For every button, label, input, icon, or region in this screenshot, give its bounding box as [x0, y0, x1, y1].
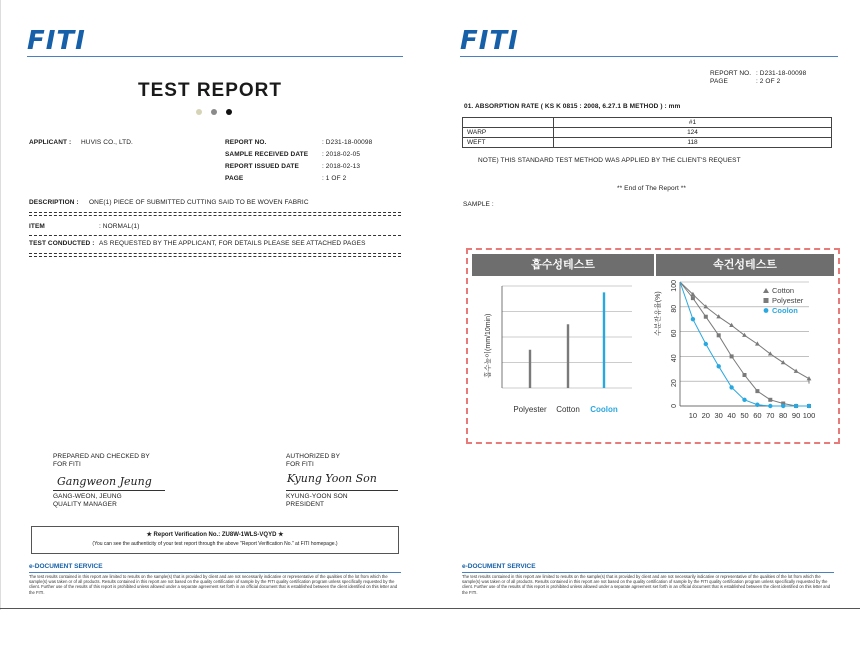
divider — [29, 235, 401, 236]
divider — [29, 212, 401, 213]
table-row — [463, 118, 832, 128]
coolon-point — [691, 317, 695, 321]
table-row-value: 118 — [554, 138, 832, 148]
report-issued-value: : 2018-02-13 — [322, 163, 361, 170]
polyester-point — [717, 333, 721, 337]
absorption-table — [462, 117, 832, 148]
legend-marker-coolon — [764, 308, 769, 313]
cotton-point — [755, 341, 760, 345]
prepared-heading: PREPARED AND CHECKED BY — [53, 453, 150, 460]
sample-received-label: SAMPLE RECEIVED DATE — [225, 151, 309, 158]
report-no-label: REPORT NO. — [710, 70, 752, 77]
page-value: : 2 OF 2 — [756, 78, 781, 85]
end-of-report: ** End of The Report ** — [617, 185, 687, 192]
page-title: TEST REPORT — [138, 80, 283, 101]
report-no-value: : D231-18-00098 — [322, 139, 373, 146]
edocument-service-title: e-DOCUMENT SERVICE — [462, 563, 536, 570]
footer-rule — [462, 572, 834, 573]
line-x-tick-label: 20 — [701, 411, 710, 420]
line-y-tick-label: 20 — [671, 379, 678, 387]
progress-dot — [211, 109, 217, 115]
line-y-tick-label: 0 — [671, 404, 678, 408]
quick-dry-chart-title: 속건성테스트 — [654, 254, 834, 276]
charts-svg — [470, 278, 836, 440]
absorbency-chart-title: 흡수성테스트 — [472, 254, 654, 276]
fiti-logo: FITI — [460, 26, 519, 56]
legend-label: Coolon — [772, 306, 798, 315]
divider — [29, 253, 401, 254]
legend-label: Polyester — [772, 296, 804, 305]
authorized-signature: Kyung Yoon Son — [287, 472, 377, 485]
verification-number: ★ Report Verification No.: ZU8W-1WLS-VQYD ★ — [146, 532, 284, 538]
prepared-name: GANG-WEON, JEUNG — [53, 493, 122, 500]
line-x-tick-label: 60 — [753, 411, 762, 420]
frame-bottom-line — [0, 608, 860, 609]
table-row-label: WARP — [463, 128, 554, 138]
table-row — [463, 138, 832, 148]
line-y-tick-label: 60 — [671, 329, 678, 338]
divider — [29, 215, 401, 216]
line-x-tick-label: 10 — [688, 411, 698, 420]
legend-marker-cotton — [763, 288, 769, 293]
polyester-point — [768, 398, 772, 402]
coolon-point — [781, 404, 785, 408]
applicant-label: APPLICANT : — [29, 139, 72, 146]
line-x-tick-label: 50 — [740, 411, 749, 420]
coolon-point — [755, 403, 759, 407]
header-rule — [460, 56, 838, 57]
applicant-value: HUVIS CO., LTD. — [81, 139, 133, 146]
coolon-point — [807, 404, 811, 408]
cotton-point — [781, 360, 786, 364]
line-x-tick-label: 40 — [727, 411, 736, 420]
coolon-point — [729, 385, 733, 389]
signature-line — [286, 490, 398, 491]
sample-chart-panel — [466, 248, 840, 444]
signature-line — [53, 490, 165, 491]
test-conducted-value: AS REQUESTED BY THE APPLICANT, FOR DETAILS PLEASE SEE ATTACHED PAGES — [99, 240, 366, 247]
description-label: DESCRIPTION : — [29, 199, 79, 206]
polyester-point — [743, 373, 747, 377]
section-heading: 01. ABSORPTION RATE ( KS K 0815 : 2008, 6.27.1 B METHOD ) : mm — [464, 103, 681, 110]
fiti-logo: FITI — [27, 26, 86, 56]
report-page-1 — [0, 0, 429, 610]
line-x-tick-label: 70 — [766, 411, 775, 420]
bar-category-label: Polyester — [513, 405, 547, 414]
line-x-tick-label: 90 — [791, 411, 801, 420]
report-no-value: : D231-18-00098 — [756, 70, 807, 77]
table-header-cell: #1 — [554, 118, 832, 128]
legend-marker-polyester — [764, 298, 769, 303]
line-x-tick-label: 30 — [714, 411, 723, 420]
item-value: : NORMAL(1) — [99, 223, 140, 230]
coolon-point — [768, 404, 772, 408]
coolon-point — [742, 398, 746, 402]
item-label: ITEM — [29, 223, 45, 230]
line-y-axis-label: 수분잔유율(%) — [655, 291, 662, 336]
sample-label: SAMPLE : — [463, 201, 494, 208]
line-y-tick-label: 40 — [671, 354, 678, 363]
line-x-tick-label: 100 — [802, 411, 816, 420]
progress-dot — [226, 109, 232, 115]
coolon-point — [794, 404, 798, 408]
prepared-for: FOR FITI — [53, 461, 81, 468]
line-y-tick-label: 80 — [671, 304, 678, 313]
table-row — [463, 128, 832, 138]
polyester-point — [755, 389, 759, 393]
authorized-title: PRESIDENT — [286, 501, 325, 508]
prepared-title: QUALITY MANAGER — [53, 501, 117, 508]
line-x-tick-label: 80 — [779, 411, 788, 420]
bar-y-axis-label: 흡수높이(mm/10min) — [485, 313, 492, 378]
edocument-service-title: e-DOCUMENT SERVICE — [29, 563, 103, 570]
sample-received-value: : 2018-02-05 — [322, 151, 361, 158]
coolon-point — [704, 342, 708, 346]
table-row-label: WEFT — [463, 138, 554, 148]
description-value: ONE(1) PIECE OF SUBMITTED CUTTING SAID TO BE WOVEN FABRIC — [89, 199, 309, 206]
cotton-point — [794, 369, 799, 373]
polyester-point — [691, 296, 695, 300]
divider — [29, 256, 401, 257]
verification-box — [31, 526, 399, 554]
coolon-point — [717, 364, 721, 368]
bar-category-label: Coolon — [590, 405, 618, 414]
page-label: PAGE — [225, 175, 244, 182]
report-issued-label: REPORT ISSUED DATE — [225, 163, 299, 170]
verification-note: (You can see the authenticity of your test report through the above "Report Verification No." at FITI homepage.) — [92, 541, 338, 547]
report-no-label: REPORT NO. — [225, 139, 267, 146]
cotton-point — [742, 333, 747, 337]
line-y-tick-label: 100 — [671, 280, 678, 292]
footnote: The test results contained in this report are limited to results on the sample(s) that is provided by client and are not necessarily indicative or representative of the qualities of the lot from which the sample(s) was taken or of all products. Results contained in this report are not based on the quality certification of sample by the FITI quality certification program unless specifically requested by the client. Further use of the results of this report is prohibited unless allowed under a separate agreement set forth in an official document that is established between the client identified on this letter and the FITI. — [29, 574, 398, 595]
footnote: The test results contained in this report are limited to results on the sample(s) that is provided by client and are not necessarily indicative or representative of the qualities of the lot from which the sample(s) was taken or of all products. Results contained in this report are not based on the quality certification of sample by the FITI quality certification program unless specifically requested by the client. Further use of the results of this report is prohibited unless allowed under a separate agreement set forth in an official document that is established between the client identified on this letter and the FITI. — [462, 574, 831, 595]
cotton-point — [716, 314, 721, 318]
table-row-value: 124 — [554, 128, 832, 138]
footer-rule — [29, 572, 401, 573]
polyester-point — [704, 315, 708, 319]
page-value: : 1 OF 2 — [322, 175, 347, 182]
authorized-for: FOR FITI — [286, 461, 314, 468]
test-conducted-label: TEST CONDUCTED : — [29, 240, 95, 247]
bar-category-label: Cotton — [556, 405, 580, 414]
header-rule — [27, 56, 403, 57]
page-label: PAGE — [710, 78, 728, 85]
table-cell — [463, 118, 554, 128]
progress-dot — [196, 109, 202, 115]
polyester-point — [730, 354, 734, 358]
authorized-name: KYUNG-YOON SON — [286, 493, 348, 500]
prepared-signature: Gangweon Jeung — [57, 475, 152, 488]
authorized-heading: AUTHORIZED BY — [286, 453, 341, 460]
cotton-point — [729, 323, 734, 327]
legend-label: Cotton — [772, 286, 795, 295]
cotton-point — [768, 351, 773, 355]
method-note: NOTE) THIS STANDARD TEST METHOD WAS APPLIED BY THE CLIENT'S REQUEST — [478, 157, 741, 164]
